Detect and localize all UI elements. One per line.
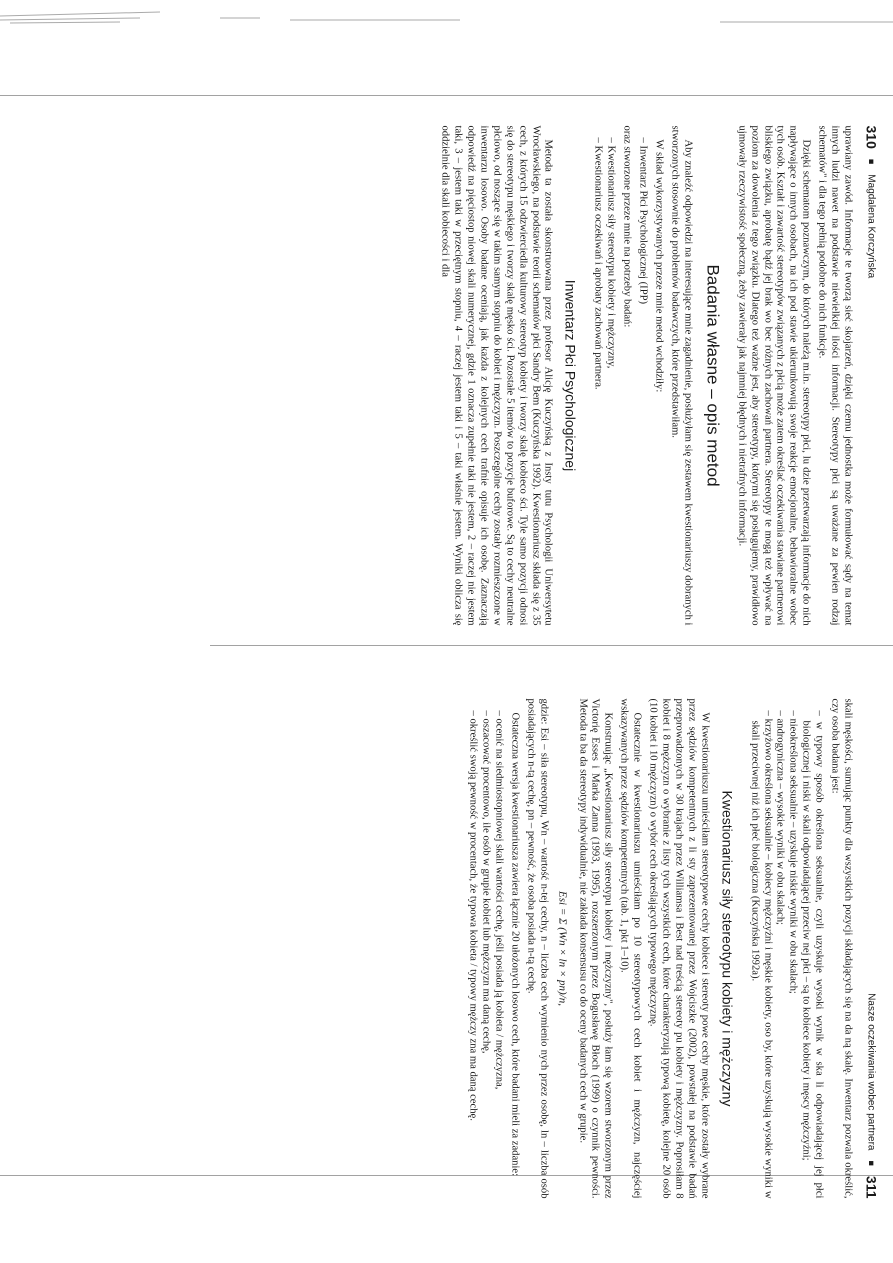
page-311 [0,668,893,1228]
page-310 [0,95,893,655]
questionnaire-list [591,125,617,625]
separator-bullet: ■ [866,158,876,164]
list-item: – Kwestionariusz siły stereotypu kobiety i mężczyzny, [605,137,617,368]
list-item: – ocenić na siedmiostopniowej skali wartości cechę, jeśli posiada ją kobieta / mężczyzna, [492,710,504,1089]
running-head: Nasze oczekiwania wobec partnera [865,992,877,1150]
running-header [863,698,879,1198]
list-item: – w typowy sposób określona seksualnie, czyli uzyskuje wysoki wynik w ska li odpowiadającej jej płci biologicznej i niski w skali odpowiadającej przeciw nej płci – są to kobiece kobiety i męscy mężczyźni; [800,710,825,1198]
scan-noise [0,8,893,28]
running-head: Magdalena Korczyńska [865,173,877,278]
method-list [635,125,648,625]
list-item: – nieokreślona seksualnie – uzyskuje niskie wyniki w obu skalach; [787,710,799,994]
paragraph: uprawiany zawód. Informacje te tworzą sieć skojarzeń, dzięki czemu jednostka może formułować sądy na temat innych ludzi nawet na podstawie niewielkiej ilości informacji. Stereotypy płci są uważane za pewien rodzaj schematów" i dla tego pełnią podobne do nich funkcje. [816,125,853,625]
paragraph: Dzięki schematom poznawczym, do których należą m.in. stereotypy płci, lu dzie przetwarzają informacje do nich napływające o innych osobach, na ich pod stawie ukierunkowują swoje reakcje emocjonalne, behawioralne wobec tych osób. Kształt i zawartość stereotypów związanych z płcią może zatem określać oczekiwania stawiane partnerowi bliskiego związku, aprobatę bądź jej brak wo bec różnych zachowań partnera. Stereotypy te mogą też wpływać na poziom za dowolenia z tego związku. Dlatego też ważne jest, aby stereotypy, którymi się posługujemy, prawidłowo ujmowały rzeczywistość społeczną, żeby zawierały jak najmniej błędnych i nietrafnych informacji. [735,125,812,625]
paragraph: Konstruując „Kwestionariusz siły stereotypu kobiety i mężczyzny", posłuży łam się wzorem stworzonym przez Victorię Esses i Marka Zanna (1993, 1995), rozszerzonym przez Bogusławę Błoch (1999) o czynnik pewności. Metoda ta ba da stereotypy indywidualnie, nie zakłada konsensusu co do oceny badanych cech w grupie. [576,698,614,1198]
paragraph: Metoda ta została skonstruowana przez profesor Alicję Kuczyńską z Insty tutu Psychologii Uniwersytetu Wrocławskiego, na podstawie teorii schematów płci Sandry Bem (Kuczyńska 1992). Kwestionariusz składa się z 35 cech, z których 15 odzwierciedla kulturowy stereotyp kobiety i tworzy skalę kobieco ści. Tyle samo pozycji odnosi się do stereotypu męskiego i tworzy skalę męsko ści. Pozostałe 5 itemów to pozycje buforowe. Są to cechy neutralne płciowo, od noszące się w takim samym stopniu do kobiet i mężczyzn. Poszczególne cechy zostały rozmieszczone w inwentarzu losowo. Osoby badane oceniają, jak każda z kolejnych cech trafnie opisuje ich osobę. Zaznaczają odpowiedź na pięciostop niowej skali numerycznej, gdzie 1 oznacza zupełnie taki nie jestem, 2 – raczej nie jestem taki, 3 – jestem taki w przeciętnym stopniu, 4 – raczej jestem taki i 5 – taki właśnie jestem. Wyniki oblicza się oddzielnie dla skali kobiecości i dla [439,125,554,625]
paragraph: W skład wykorzystywanych przeze mnie metod wchodziły: [653,139,665,392]
paragraph: skali męskości, sumując punkty dla wszystkich pozycji składających się na da ną skalę. Inwentarz pozwala określić, czy osoba badana jest: [829,698,853,1198]
separator-bullet: ■ [866,1159,876,1166]
list-item: – androgyniczna – wysokie wyniki w obu skalach; [774,710,786,925]
page-number: 310 [863,125,879,149]
formula: Esi = Σ (Wn × ln × pn)/n, [555,890,568,1006]
list-item: – oszacować procentowo, ile osób w grupie kobiet lub mężczyzn ma daną cechę, [480,710,492,1053]
list-item: – krzyżowo określona seksualnie – kobiecy mężczyźni i męskie kobiety, oso by, które uzyskują wysokie wyniki w skali przeciwnej niż ich płeć biologiczna (Kuczyńska 1992a). [748,710,773,1198]
section-heading: Inwentarz Płci Psychologicznej [562,279,579,471]
typology-list [747,698,824,1198]
paragraph: W kwestionariuszu umieściłam stereotypowe cechy kobiece i stereoty powe cechy męskie, które zostały wybrane przez sędziów kompetentnych z li sty zaprezentowanej przez Wojciszke (2002), powstałej na podstawie badań przeprowadzonych w 30 krajach przez Williamsa i Best nad treścią stereoty pu kobiety i mężczyzny. Poprosiłam 8 kobiet i 8 mężczyzn o wybranie z listy tych wszystkich cech, które charakteryzują typową kobietę, kolejne 20 osób (10 kobiet i 10 mężczyzn) o wybór cech określających typowego mężczyznę. [647,698,710,1198]
paragraph: gdzie: Esi – siła stereotypu, Wn – wartość n-tej cechy, n – liczba cech wymienio nych przez osobę, ln – liczba osób posiadających n-tą cechę, pn – pewność, że osoba posiada n-tą cechę. [524,698,549,1198]
page-number: 311 [863,1175,879,1198]
paragraph: oraz stworzone przeze mnie na potrzeby badań: [621,125,633,327]
running-header [863,125,879,625]
paragraph: Ostatecznie w kwestionariuszu umieściłam po 10 stereotypowych cech kobiet i mężczyzn, najczęściej wskazywanych przez sędziów kompetentnych (tab. 1, pkt 1–10). [618,698,643,1198]
paragraph: Aby znaleźć odpowiedzi na interesujące mnie zagadnienie, posłużyłam się zestawem kwestionariuszy dobranych i stworzonych stosownie do problemów badawczych, które przedstawiłam. [668,125,693,625]
list-item: – Inwentarz Płci Psychologicznej (IPP) [637,137,649,304]
section-heading: Kwestionariusz siły stereotypu kobiety i mężczyzny [718,790,735,1106]
list-item: – Kwestionariusz oczekiwań i aprobaty zachowań partnera. [592,137,604,390]
paragraph: Ostateczna wersja kwestionariusza zawiera łącznie 20 ułożonych losowo cech, które badani mieli za zadanie: [508,712,520,1176]
section-heading: Badania własne – opis metod [702,263,722,487]
list-item: – określić swoją pewność w procentach, że typowa kobieta / typowy mężczy zna ma daną cechę. [467,710,479,1121]
task-list [465,698,504,1198]
